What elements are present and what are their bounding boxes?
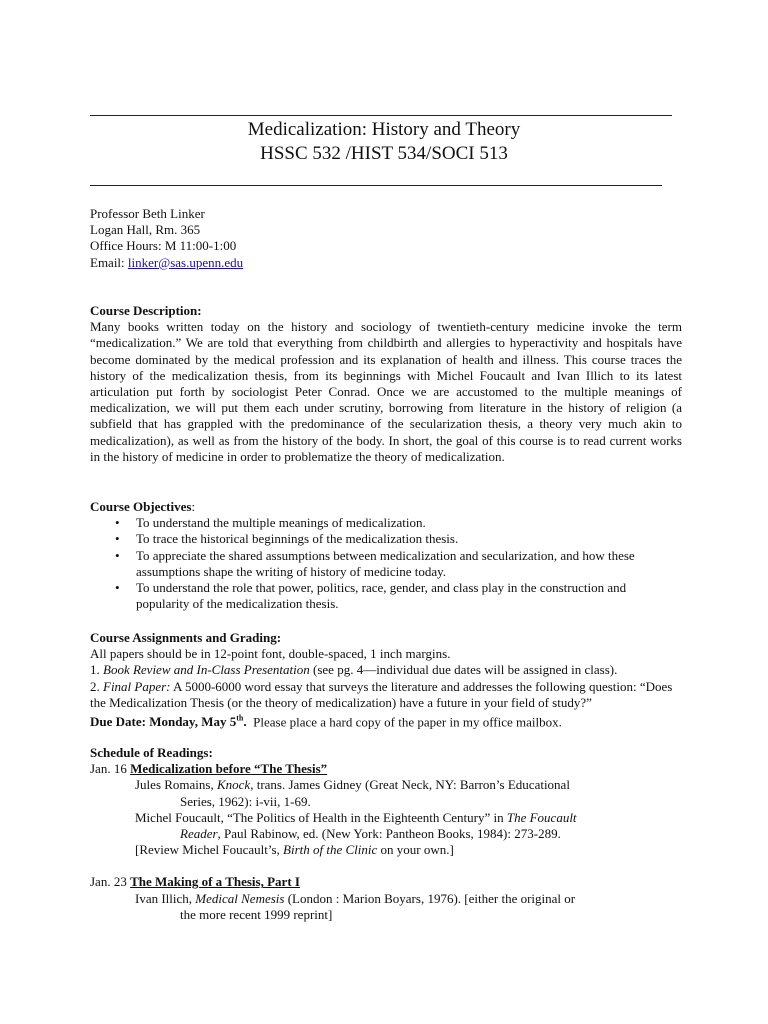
course-assignments	[90, 630, 682, 731]
description-text: Many books written today on the history and sociology of twentieth-century medicine invoke the term “medicalization.” We are told that everything from childbirth and allergies to hyperactivity and hospitals have become dominated by the medical profession and its explanation of health and illness. This course traces the history of the medicalization thesis, from its beginnings with Michel Foucault and Ivan Illich to its latest articulation put forth by sociologist Peter Conrad. Once we are accustomed to the multiple meanings of medicalization, we will put them each under scrutiny, borrowing from literature in the history of religion (a subfield that has grappled with the predominance of the secularization thesis, a theory very much akin to medicalization), as well as from the history of the body. In short, the goal of this course is to read current works in the history of medicine in order to problematize the theory of medicalization.	[90, 319, 682, 464]
objective-item: • To appreciate the shared assumptions between medicalization and secularization, and how these assumptions shape the writing of history of medicine today.	[90, 548, 682, 580]
assignment-2-title: Final Paper:	[103, 678, 171, 694]
due-date-label: Due Date: Monday, May 5	[90, 714, 237, 730]
email-link[interactable]: linker@sas.upenn.edu	[127, 254, 244, 270]
due-date-instructions: Please place a hard copy of the paper in my office mailbox.	[246, 714, 562, 730]
week-1-title: Medicalization before “The Thesis”	[130, 761, 328, 777]
reading-note: [Review Michel Foucault’s,	[135, 842, 284, 858]
objectives-heading-line	[90, 499, 682, 515]
week-2-date: Jan. 23	[90, 874, 131, 890]
office-location: Logan Hall, Rm. 365	[90, 222, 201, 238]
week-2-header	[90, 874, 682, 890]
contact-info	[90, 206, 682, 271]
reading-title: Reader	[180, 826, 218, 842]
objectives-list	[90, 515, 682, 612]
assignments-heading: Course Assignments and Grading:	[90, 630, 282, 645]
week-1-reading-1	[90, 777, 682, 793]
top-divider	[90, 115, 672, 116]
due-date-line	[90, 711, 682, 731]
title-divider	[90, 185, 662, 186]
objectives-heading: Course Objectives	[90, 499, 192, 514]
office-hours: Office Hours: M 11:00-1:00	[90, 238, 237, 254]
schedule-heading: Schedule of Readings:	[90, 745, 213, 760]
objectives-colon: :	[191, 499, 196, 514]
course-description	[90, 303, 682, 465]
objective-item: • To understand the multiple meanings of medicalization.	[90, 515, 682, 531]
reading-citation: , trans. James Gidney (Great Neck, NY: Barron’s Educational	[250, 777, 570, 793]
reading-citation: (London : Marion Boyars, 1976). [either the original or	[284, 890, 576, 906]
week-1-date: Jan. 16	[90, 761, 131, 777]
reading-title: The Foucault	[506, 809, 577, 825]
week-1-reading-3	[90, 842, 682, 858]
objective-item: • To understand the role that power, politics, race, gender, and class play in the construction and popularity of the medicalization thesis.	[90, 580, 682, 612]
email-line	[90, 255, 682, 271]
reading-citation: , Paul Rabinow, ed. (New York: Pantheon Books, 1984): 273-289.	[217, 826, 561, 842]
assignment-1-number: 1.	[90, 662, 103, 678]
assignment-2-details: A 5000-6000 word essay that surveys the literature and addresses the following question: “Does the Medicalization Thesis (or the theory of medicalization) have a future in your field of study?”	[90, 678, 673, 710]
assignment-2-number: 2.	[90, 678, 103, 694]
week-1-reading-1-cont: Series, 1962): i-vii, 1-69.	[180, 793, 311, 809]
course-objectives	[90, 499, 682, 612]
due-date	[90, 714, 247, 729]
assignment-1	[90, 662, 682, 678]
reading-title: Knock	[216, 777, 251, 793]
assignment-1-details: (see pg. 4—individual due dates will be assigned in class).	[309, 662, 618, 678]
reading-author: Michel Foucault, “The Politics of Health in the Eighteenth Century” in	[135, 809, 507, 825]
reading-author: Jules Romains,	[135, 777, 217, 793]
week-2-reading-1-cont: the more recent 1999 reprint]	[180, 906, 333, 922]
week-2-title: The Making of a Thesis, Part I	[130, 874, 300, 890]
objective-item: • To trace the historical beginnings of the medicalization thesis.	[90, 531, 682, 547]
week-1-reading-2-cont	[90, 826, 682, 842]
assignment-2	[90, 679, 682, 711]
reading-title: Birth of the Clinic	[283, 842, 378, 858]
professor-name: Professor Beth Linker	[90, 206, 205, 221]
schedule-of-readings	[90, 745, 682, 923]
email-label: Email:	[90, 254, 128, 270]
week-1-header	[90, 761, 682, 777]
description-heading: Course Description:	[90, 303, 202, 318]
assignment-1-title: Book Review and In-Class Presentation	[103, 662, 310, 678]
due-date-period: .	[243, 714, 247, 730]
reading-author: Ivan Illich,	[135, 890, 196, 906]
week-2-reading-1	[90, 891, 682, 907]
format-requirements: All papers should be in 12-point font, double-spaced, 1 inch margins.	[90, 646, 451, 662]
reading-note-end: on your own.]	[377, 842, 454, 858]
week-1-reading-2	[90, 810, 682, 826]
due-date-ordinal: th	[236, 714, 244, 724]
course-codes: HSSC 532 /HIST 534/SOCI 513	[260, 143, 508, 164]
course-title: Medicalization: History and Theory	[247, 119, 521, 140]
reading-title: Medical Nemesis	[195, 890, 285, 906]
